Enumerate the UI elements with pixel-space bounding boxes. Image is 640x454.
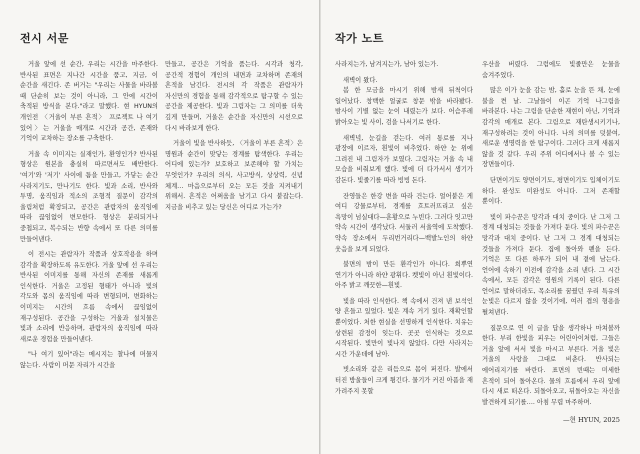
paragraph: 봄 한 모금을 마시기 위해 밤새 뒤척이다 일어났다. 창백한 얼굴로 창문 밖을 바라봤다. 밤사이 기별 없는 눈이 내렸는가 보다. 어슴푸레 밝아오는 빛 사이, 검을 나서기로 한다.: [335, 87, 473, 126]
paragraph: 질문으로 연 이 글을 답을 생각하나 마쳐볼까 한다. 부리 한빛을 피우는 어린아이처럼, 그들은 거울 앞에 서서 빛을 마시고 부른다. 거울 빛은 거울의 사랑을 그대로 비춘다. 반사되는 에어리지기를 바란다. 표면의 빈때는 미세한 흔적이 되어 돌아온다. 물의 흐름에서 우리 앞에 다시 새로 떠온다. 되돌아오고, 뒤돌아오는 자신을 발견하게 되기를…. 아침 무렵 마주하며.: [482, 324, 620, 406]
paragraph: 만들고, 공간은 기억을 품는다. 시각과 청각, 공간적 경험이 개인의 내면과 교차하며 존재의 흔적을 남긴다. 전시의 각 작품은 관람자가 자신만의 경험을 통해 감각적으로 탐구할 수 있는 공간을 제공한다. 빛과 그림자는 그 의미를 더욱 깊게 만들며, 거울은 순간을 자신만의 시선으로 다시 바라보게 한다.: [165, 61, 303, 132]
paragraph: 사라지는가, 남겨지는가, 남아 있는가.: [335, 61, 439, 68]
right-page: [321, 0, 640, 454]
paragraph: 많은 이가 눈을 감는 밤, 홀로 눈을 뜬 채, 눈에 불을 켠 날. 그날들이 이곤 기억 나그림을 바라본다. 나는 그림을 단순한 재현이 아닌, 기억과 감각의 매개로 본다. 그림으로 재탄생시키기나, 재구성하려는 것이 아니다. 나의 의미를 덧붙여, 새로운 생명력을 한 탐구이다. 그러다 크게 새롭지 않을 것 같다. 우리 주위 어디에서나 볼 수 있는 장면들이다.: [482, 87, 620, 169]
paragraph: 빗소리와 같은 리듬으로 몸이 퍼진다. 발에서 터진 방울들이 크게 튕긴다. 물기가 커진 아픔을 재 가려주지 못할: [335, 366, 473, 395]
paragraph: 거울 앞에 선 순간, 우리는 시간을 마주한다. 반사된 표면은 지나간 시간을 품고, 지금, 이 순간을 새긴다. 존 버거는 "우리는 사물을 바라볼 때 단순히 보는 것이 아니라, 그 안에 시간이 축적된 방식을 본다."라고 말했다. 현 HYUN의 개인전 〈거울이 부른 흔적〉 프로젝트 나 여기 있어〉는 거울을 매개로 시간과 공간, 존재와 기억이 교차하는 장소를 구축한다.: [20, 61, 158, 143]
left-page: [0, 0, 319, 454]
paragraph: 거울 속 이미지는 실재인가, 환영인가? 반사된 형상은 원본을 충실히 따르면서도 배반한다. '여기'와 '저기' 사이에 틈을 만들고, 가닿는 순간 사라지기도, 만나기도 한다. 빛과 소리, 반사와 투명, 움직임과 적소의 조형적 질문이 감각의 울림처럼 확장되고, 공간은 관람자의 움직임에 따라 끊임없이 변모한다. 형상은 분리되거나 중첩되고, 복수되는 반향 속에서 또 다른 의미를 만들어낸다.: [20, 150, 158, 243]
left-column-1: [20, 60, 158, 372]
left-page-columns: [20, 60, 303, 372]
paragraph: 빛을 따라 인식한다. 책 속에서 건져 낸 보석인 양 흔들고 있었다. 빛은 계속 거기 있다. 재확인할 뿐이었다. 처한 현실을 선명하게 인식한다. 치유는 상련된 감정이 잊는다. 곳곳 인식하는 것으로 시작된다. 빛만이 빛나지 않았다. 다만 사라지는 시간 가운데에 남아.: [335, 297, 473, 358]
paragraph: 빛이 파수꾼은 망각과 대치 중이다. 난 그저 그 경계 대청되는 것들을 가져다 둔다. 빛의 파수꾼은 망각과 대치 중이다. 난 그저 그 경계 대청되는 것들을 가져다 둔다. 집에 돌아와 펜을 든다. 기억은 또 다른 하루가 되어 내 곁에 남는다. 언어에 속하기 이전에 감각을 소리 낸다. 그 시간 속에서, 모든 감각은 영원의 기록이 된다. 다른 언어로 말하더라도, 목소리를 꿈꿨던 우리 특유의 눈빛은 다르지 않을 것이기에, 여러 겹의 형용을 펼쳐낸다.: [482, 213, 620, 317]
paragraph: 단면이기도 양면이기도, 평면이기도 입체이기도 하다. 완성도 미완성도 아니다. 그저 존재할 뿐이다.: [482, 176, 620, 206]
left-column-2: [165, 60, 303, 372]
artist-signature: —현 HYUN, 2025: [562, 416, 620, 425]
paragraph: 우산을 버렸다. 그럼에도 빛줄만은 눈물을 숨겨주었다.: [482, 61, 620, 79]
paragraph: 잔영들은 한강 변을 따라 건는다. 얼어붙은 게 여디 강물로부터, 경계를 흐트러뜨리고 싶은 욕망이 넘실대다—훈황으로 누빈다. 그러다 잇고만 약속 시간이 생각났다. 서둘러 서울역에 도착했다. 약속 장소에서 두리번거리다—백발노인의 하얀 웃음을 보게 되었다.: [335, 192, 473, 253]
right-column-1: [335, 60, 473, 424]
right-page-columns: [335, 60, 620, 424]
right-column-2: [482, 60, 620, 424]
paragraph: 새벽녘, 눈길을 걷는다. 여러 통로를 지나 광장에 이르자, 흰빛이 비추었다. 하얀 눈 위에 그려진 내 그림자가 보였다. 그림자는 거울 속 내 모습을 비춰보게 했다. 빛에 더 다가서서 생기가 감돈다. 빛줄기를 따라 빙빙 돈다.: [335, 134, 473, 184]
paragraph: 거울이 빛을 반사하듯, 〈거울이 부른 흔적〉은 명원과 순간이 맞닿는 경계를 탐색한다. 우리는 어디에 있는가? 보호하고 보존해야 할 가치는 무엇인가? 우리의 의식, 사고방식, 상상력, 신념 체계… 마음으로부터 오는 모든 것을 지켜내기 위해서. 흔적은 어쩌움을 남기고 다시 붙잡는다. 지금을 비추고 있는 당신은 어디로 가는가?: [165, 140, 303, 211]
paragraph: 새벽이 왔다.: [343, 76, 378, 84]
page-title-exhibition-preface: 전시 서문: [20, 32, 69, 45]
paragraph: 이 전시는 관람자가 작품과 상호작용을 하며 감각을 확장하도록 유도한다. 거울 앞에 선 우리는 반사된 이미지를 통해 자신의 존재를 새롭게 인식한다. 거울은 고정된 형태가 아니라 빛의 각도와 몸의 움직임에 따라 변형되며, 변화하는 이미지는 시간의 흐름 속에서 끊임없이 재구성된다. 공간을 구성하는 거울과 설치물은 빛과 소리에 반응하며, 관람자의 움직임에 따라 새로운 경험을 만들어낸다.: [20, 251, 158, 343]
page-title-artist-note: 작가 노트: [335, 32, 384, 45]
paragraph: 불면의 밤이 만든 환각인가 아니다. 희뿌연 연기가 아니라 하얀 광휘다. 켓빛이 아닌 흰빛이다. 아주 밝고 깨끗한—흰빛.: [335, 261, 473, 290]
paragraph: "나 여기 있어"라는 메시지는 찰나에 머물지 않는다. 사람이 머문 자리가 시간을: [20, 351, 158, 370]
